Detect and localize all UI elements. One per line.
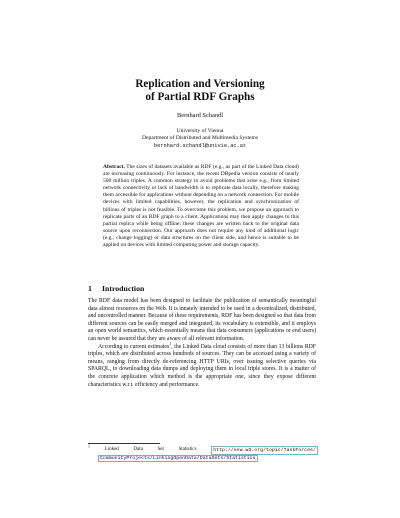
- abstract-label: Abstract.: [103, 164, 125, 170]
- paragraph-2: [88, 340, 317, 390]
- author-name: Bernhard Schandl: [177, 112, 223, 119]
- affiliation: [60, 128, 340, 150]
- footnote-url-link[interactable]: http://esw.w3.org/topic/TaskForces/: [211, 446, 318, 455]
- abstract: [103, 164, 299, 249]
- footnote-line-1: [88, 443, 318, 455]
- paragraph-2-start: According to current estimates: [98, 343, 170, 350]
- footnote-word: Linked: [104, 447, 119, 452]
- affiliation-department: Department of Distributed and Multimedia Systems: [141, 135, 259, 142]
- section-body: [88, 298, 316, 389]
- abstract-text: The sizes of datasets available as RDF (e.g., as part of the Linked Data cloud) are increasing continuously. For instance, the recent DBpedia version consists of nearly 500 million triples. A common strategy to avoid problems that arise e.g., from limited network connectivity or lack of bandwidth is to replicate data locally, therefore making them accessible for applications without depending on a network connection. For mobile devices with limited capabilities, however, the replication and synchronization of billions of triples is not feasible. To overcome this problem, we propose an approach to replicate parts of an RDF graph to a client. Applications may then apply changes to this partial replica while being offline; these changes are written back to the original data source upon reconnection. Our approach does not require any kind of additional logic (e.g., change logging) or data structures on the client side, and hence is suitable to be applied on devices with limited computing power and storage capacity.: [103, 164, 299, 249]
- section-heading: [88, 284, 318, 293]
- paragraph-1: The RDF data model has been designed to facilitate the publication of semantically meaningful data almost resources on the Web. It is innately intended to be used in a decentralized, distributed, and uncontrolled manner. Because of these requirements, RDF has been designed so that data from different sources can be easily merged and integrated, its vocabulary is extensible, and it employs an open world semantics, which essentially means that data consumers (applications or end users) can never be assured that they are aware of all relevant information.: [88, 298, 316, 342]
- footnote-line-2: [88, 455, 318, 462]
- title-line-2: of Partial RDF Graphs: [145, 91, 255, 103]
- section-number: 1: [88, 284, 92, 293]
- footnote-url-link-continued[interactable]: CommunityProjects/LinkingOpenData/DataSets/Statistics: [100, 456, 256, 462]
- paragraph-2-rest: , the Linked Data cloud consists of more than 13 billions RDF triples, which are distributed across hundreds of sources. They can be accessed using a variety of means, ranging from directly de-referencing HTTP URIs, over issuing selective queries via SPARQL, to downloading data dumps and deploying them in local triple stores. It is a matter of the concrete application which method is the appropriate one, since they expose different characteristics w.r.t. efficiency and performance.: [88, 343, 317, 388]
- paper-title: [60, 78, 340, 104]
- footnote-reference[interactable]: 1: [169, 340, 172, 346]
- footnote: [88, 443, 318, 463]
- affiliation-university: University of Vienna: [176, 128, 224, 134]
- title-line-1: Replication and Versioning: [135, 78, 265, 90]
- footnote-word: Set: [157, 447, 164, 452]
- footnote-word: Data: [133, 447, 143, 452]
- author-email[interactable]: bernhard.schandl@univie.ac.at: [153, 142, 247, 149]
- footnote-mark: 1: [88, 443, 90, 449]
- footnote-word: Statistics: [178, 447, 197, 452]
- footnote-divider: [88, 443, 160, 444]
- section-title: Introduction: [102, 284, 145, 293]
